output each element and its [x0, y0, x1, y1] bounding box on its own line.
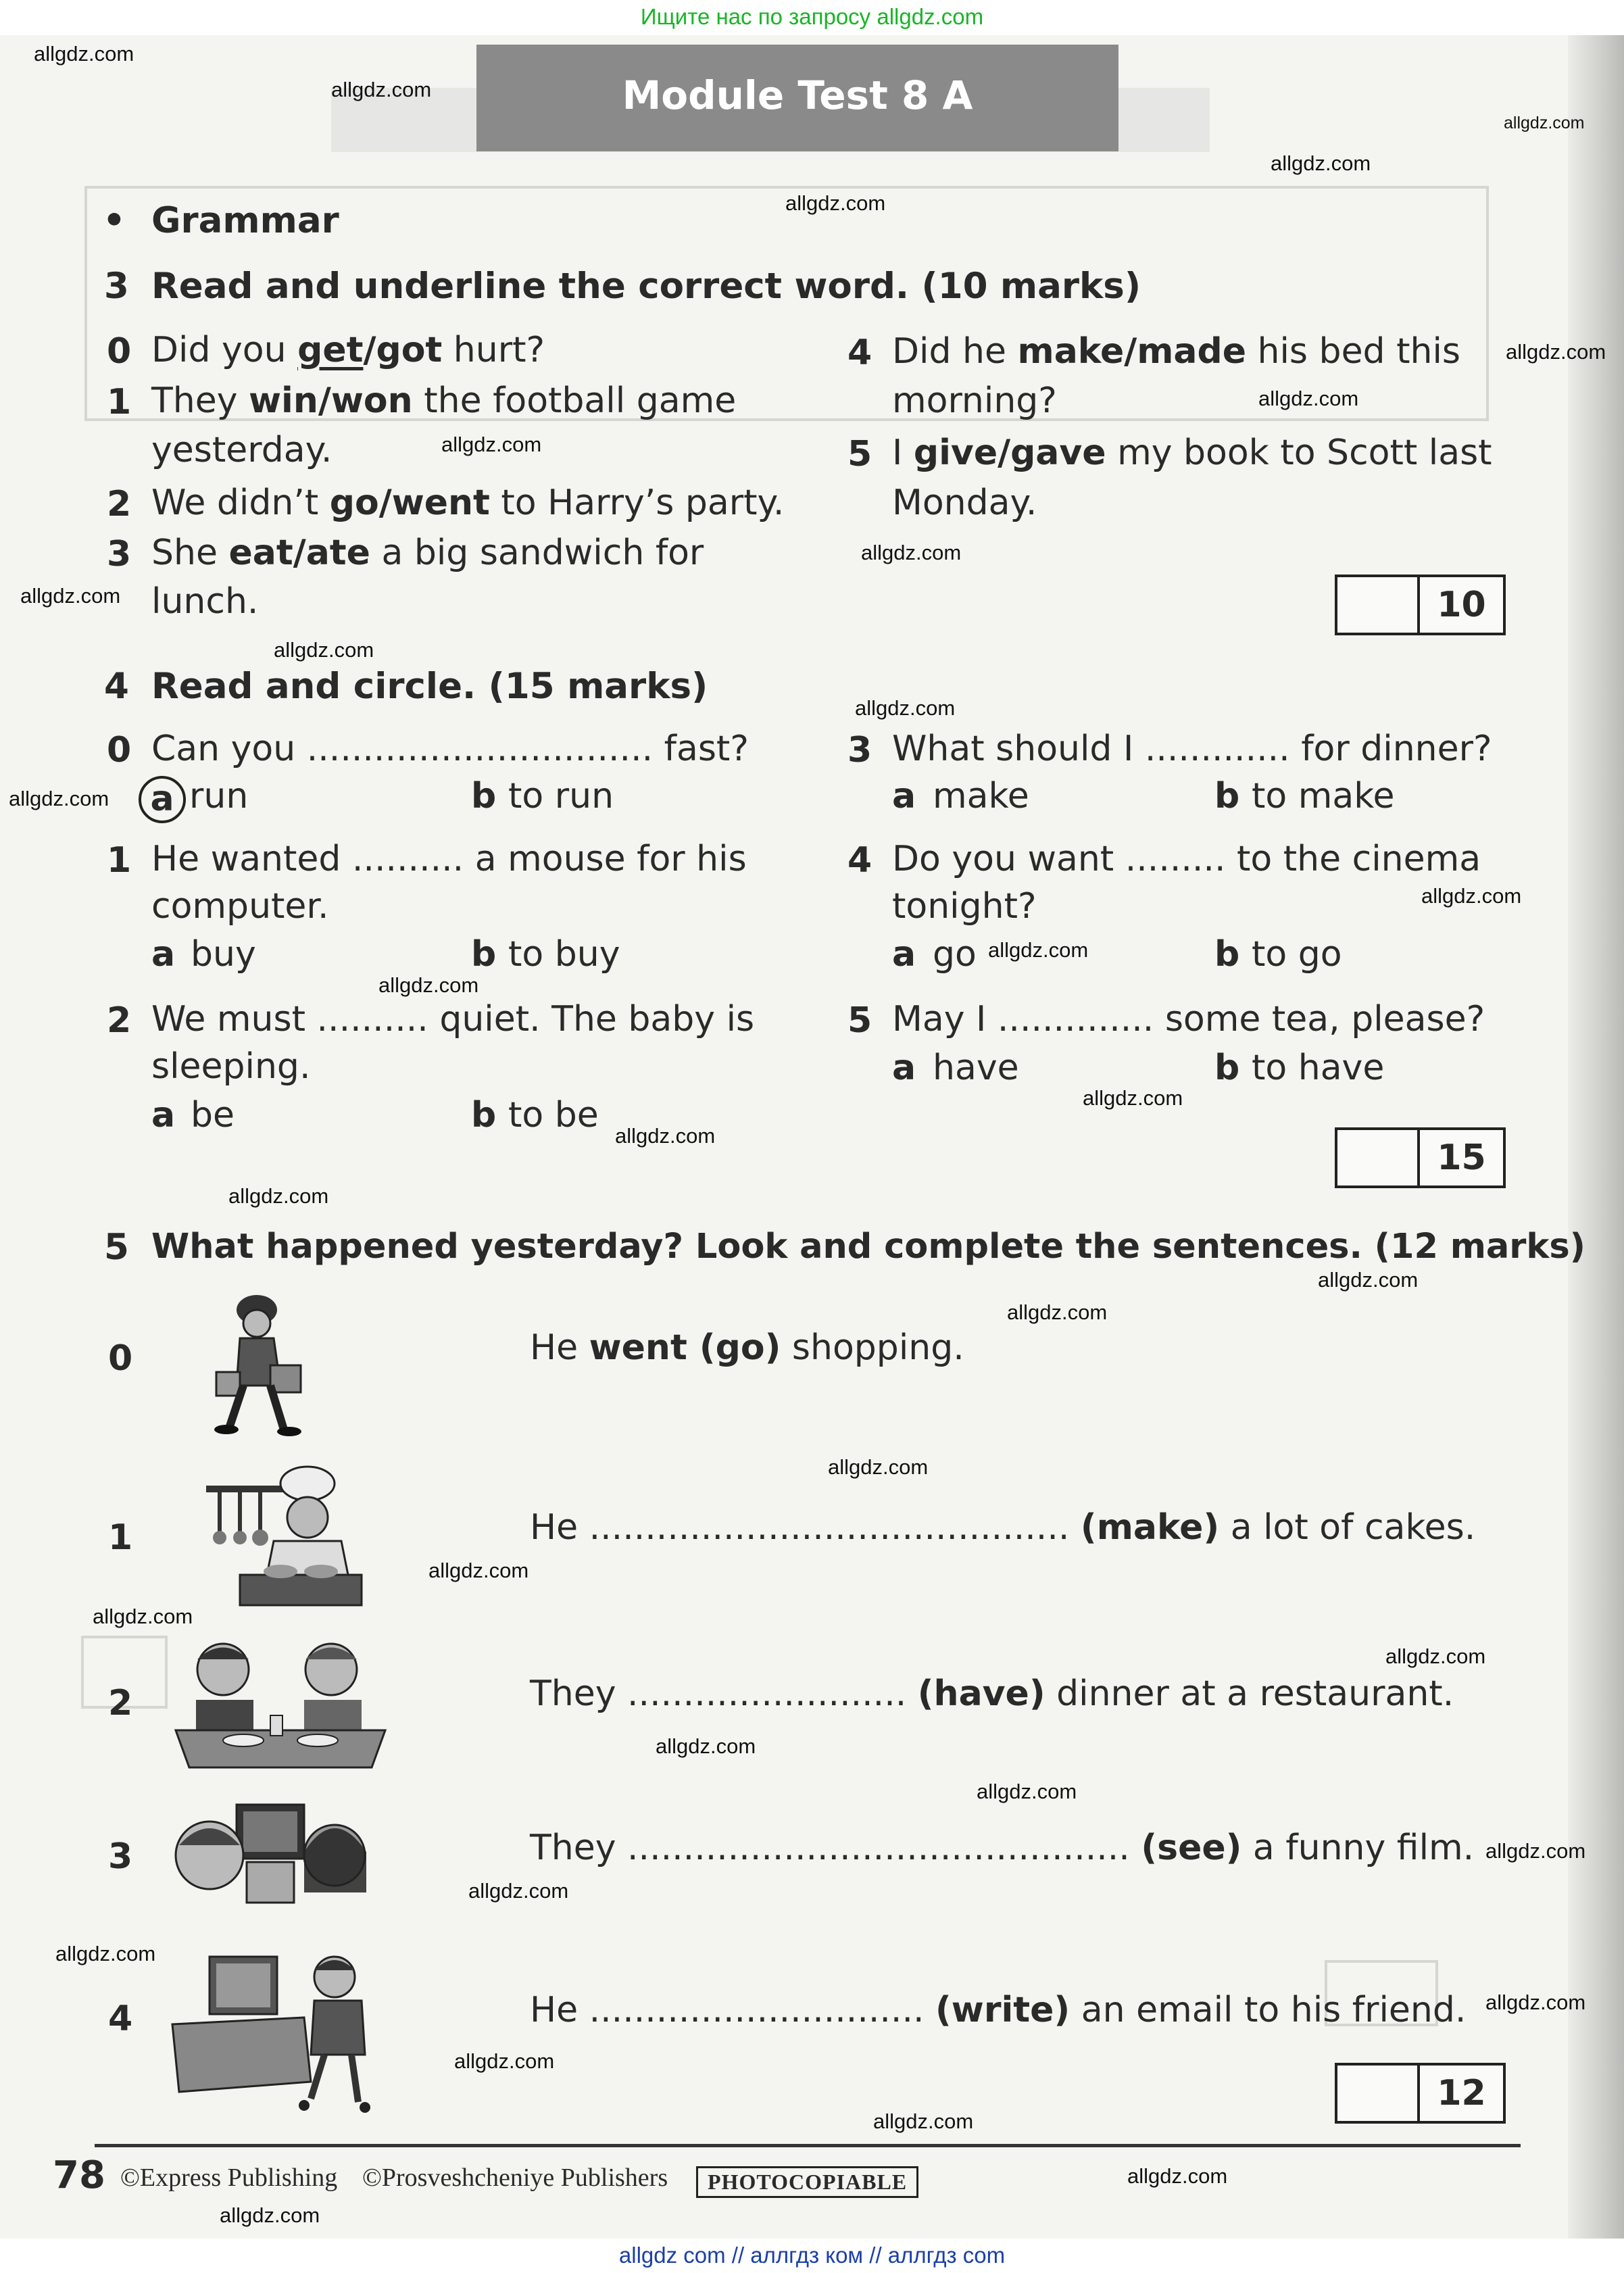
underlined-answer: get [297, 330, 364, 370]
ex3-heading: Read and underline the correct word. (10 marks) [151, 266, 1141, 307]
word-choice[interactable]: eat/ate [228, 533, 370, 573]
watermark: allgdz.com [378, 973, 479, 997]
ex3-item-1-line2: yesterday. [151, 430, 333, 470]
option-b-text: to run [508, 776, 614, 816]
restaurant-icon [169, 1636, 392, 1778]
watermark: allgdz.com [615, 1124, 716, 1148]
ex4-item-number: 0 [107, 730, 132, 771]
watermark: allgdz.com [1421, 884, 1522, 908]
ex4-item-number: 5 [847, 1000, 872, 1041]
watermark: allgdz.com [1504, 114, 1585, 132]
photocopiable-badge: PHOTOCOPIABLE [696, 2166, 918, 2198]
watermark: allgdz.com [1485, 1990, 1586, 2014]
option-b[interactable]: b [1214, 1048, 1240, 1088]
watermark: allgdz.com [1385, 1644, 1486, 1668]
section-grammar: Grammar [151, 200, 339, 241]
option-b-text: to buy [508, 934, 620, 975]
word-choice[interactable]: make/made [1017, 331, 1246, 372]
page-number: 78 [53, 2153, 105, 2197]
ex4-question: Can you ............................... fast? [151, 729, 749, 769]
option-a-text: go [933, 934, 977, 975]
watermark: allgdz.com [1271, 151, 1371, 175]
ex5-sentence-4[interactable]: He .............................. (write) an email to his friend. [530, 1990, 1467, 2030]
ex3-item-1: They win/won the football game [151, 381, 737, 421]
ex4-question: Do you want ......... to the cinema [892, 839, 1481, 879]
option-a-text: buy [191, 934, 256, 975]
top-banner[interactable]: Ищите нас по запросу allgdz.com [0, 0, 1624, 35]
ex4-question: He wanted .......... a mouse for his [151, 839, 747, 879]
ex3-item-number: 0 [107, 331, 132, 372]
cinema-icon [169, 1798, 372, 1920]
ex4-question-line2: tonight? [892, 886, 1037, 927]
ex4-number: 4 [104, 666, 129, 707]
shopping-man-icon [203, 1291, 318, 1440]
word-choice[interactable]: win/won [249, 381, 413, 421]
watermark: allgdz.com [454, 2049, 555, 2073]
option-b[interactable]: b [471, 776, 497, 816]
ex3-item-4-line2: morning? [892, 381, 1057, 421]
score-total: 12 [1437, 2073, 1486, 2113]
option-a-text: run [189, 776, 249, 816]
option-b-text: to have [1252, 1048, 1385, 1088]
watermark: allgdz.com [873, 2109, 974, 2133]
computer-boy-icon [169, 1947, 385, 2116]
watermark: allgdz.com [785, 191, 886, 215]
option-a[interactable]: a [892, 1048, 916, 1088]
option-a[interactable]: a [151, 934, 176, 975]
ex4-question: We must .......... quiet. The baby is [151, 999, 755, 1040]
watermark: allgdz.com [468, 1879, 569, 1903]
ex3-item-number: 1 [107, 382, 132, 422]
ex4-item-number: 3 [847, 730, 872, 771]
watermark: allgdz.com [331, 78, 432, 101]
option-b[interactable]: b [1214, 934, 1240, 975]
watermark: allgdz.com [55, 1942, 156, 1965]
ex4-question: May I .............. some tea, please? [892, 999, 1485, 1040]
score-total: 15 [1437, 1138, 1486, 1178]
ex3-item-2: We didn’t go/went to Harry’s party. [151, 483, 785, 523]
option-b-text: to go [1252, 934, 1342, 975]
page-title: Module Test 8 A [476, 45, 1118, 151]
watermark: allgdz.com [228, 1184, 329, 1208]
ex4-item-number: 4 [847, 840, 872, 881]
ex5-sentence-0: He went (go) shopping. [530, 1327, 964, 1368]
ex3-number: 3 [104, 266, 129, 307]
watermark: allgdz.com [220, 2203, 320, 2227]
watermark: allgdz.com [988, 938, 1089, 962]
option-b-text: to be [508, 1095, 599, 1135]
score-total: 10 [1437, 585, 1486, 625]
watermark: allgdz.com [1506, 340, 1606, 364]
word-choice[interactable]: go/went [329, 483, 490, 523]
watermark: allgdz.com [20, 584, 121, 608]
watermark: allgdz.com [34, 42, 134, 66]
ex3-item-number: 5 [847, 434, 872, 474]
ex3-item-4: Did he make/made his bed this [892, 331, 1460, 372]
option-b[interactable]: b [471, 1095, 497, 1135]
score-input[interactable] [1337, 2066, 1420, 2121]
ex5-item-number: 3 [108, 1836, 133, 1877]
watermark: allgdz.com [274, 638, 374, 662]
ex4-question: What should I ............. for dinner? [892, 729, 1492, 769]
ex3-item-5-line2: Monday. [892, 483, 1037, 523]
ex5-heading: What happened yesterday? Look and complete the sentences. (12 marks) [151, 1227, 1585, 1267]
section-bullet: • [103, 200, 126, 241]
ex5-sentence-1[interactable]: He ........................................... (make) a lot of cakes. [530, 1507, 1476, 1548]
option-a-text: have [933, 1048, 1019, 1088]
publisher-1: ©Express Publishing [120, 2164, 338, 2192]
ex4-score-box [1335, 1127, 1506, 1188]
watermark: allgdz.com [93, 1605, 193, 1628]
option-a[interactable]: a [151, 1095, 176, 1135]
word-choice[interactable]: give/gave [913, 433, 1106, 473]
ex4-question-line2: computer. [151, 886, 329, 927]
watermark: allgdz.com [977, 1780, 1077, 1803]
ex3-score-box [1335, 575, 1506, 635]
publisher-2: ©Prosveshcheniye Publishers [362, 2164, 668, 2192]
score-input[interactable] [1337, 1130, 1420, 1186]
watermark: allgdz.com [861, 541, 962, 564]
bottom-banner[interactable]: allgdz com // аллгдз ком // аллгдз com [0, 2239, 1624, 2273]
ex5-item-number: 2 [108, 1683, 133, 1724]
watermark: allgdz.com [1318, 1268, 1419, 1292]
ex3-item-3-line2: lunch. [151, 581, 259, 622]
ex3-item-3: She eat/ate a big sandwich for [151, 533, 704, 573]
watermark: allgdz.com [441, 433, 542, 456]
watermark: allgdz.com [656, 1734, 756, 1758]
watermark: allgdz.com [855, 696, 956, 720]
chef-icon [199, 1460, 368, 1615]
ex3-item-0: Did you get/got hurt? [151, 330, 545, 370]
watermark: allgdz.com [1258, 387, 1359, 410]
watermark: allgdz.com [9, 787, 109, 810]
option-a-circled[interactable]: a [139, 776, 186, 823]
ex4-item-number: 2 [107, 1000, 132, 1041]
watermark: allgdz.com [1083, 1086, 1183, 1110]
option-a-text: be [191, 1095, 235, 1135]
footer-rule [95, 2144, 1521, 2147]
option-a[interactable]: a [892, 776, 916, 816]
ex5-sentence-3[interactable]: They ............................................. (see) a funny film. [530, 1828, 1475, 1868]
watermark: allgdz.com [828, 1455, 929, 1479]
ex5-number: 5 [104, 1227, 129, 1268]
ex5-item-number: 0 [108, 1338, 133, 1379]
ex4-item-number: 1 [107, 840, 132, 881]
ex4-question-line2: sleeping. [151, 1046, 311, 1087]
ex5-item-number: 4 [108, 1999, 133, 2039]
option-b[interactable]: b [1214, 776, 1240, 816]
ex5-score-box [1335, 2063, 1506, 2124]
ex4-heading: Read and circle. (15 marks) [151, 666, 708, 707]
option-b[interactable]: b [471, 934, 497, 975]
page-spine-shadow [1568, 35, 1624, 2239]
watermark: allgdz.com [428, 1559, 529, 1582]
option-a-text: make [933, 776, 1029, 816]
ex5-sentence-2[interactable]: They ......................... (have) dinner at a restaurant. [530, 1673, 1454, 1714]
ex3-item-number: 2 [107, 484, 132, 524]
ex3-item-5: I give/gave my book to Scott last [892, 433, 1492, 473]
watermark: allgdz.com [1127, 2164, 1228, 2188]
option-a[interactable]: a [892, 934, 916, 975]
ex3-item-number: 4 [847, 333, 872, 373]
score-input[interactable] [1337, 577, 1420, 633]
watermark: allgdz.com [1007, 1300, 1108, 1324]
ex5-item-number: 1 [108, 1517, 133, 1558]
watermark: allgdz.com [1485, 1839, 1586, 1863]
ex3-item-number: 3 [107, 534, 132, 575]
option-b-text: to make [1252, 776, 1395, 816]
